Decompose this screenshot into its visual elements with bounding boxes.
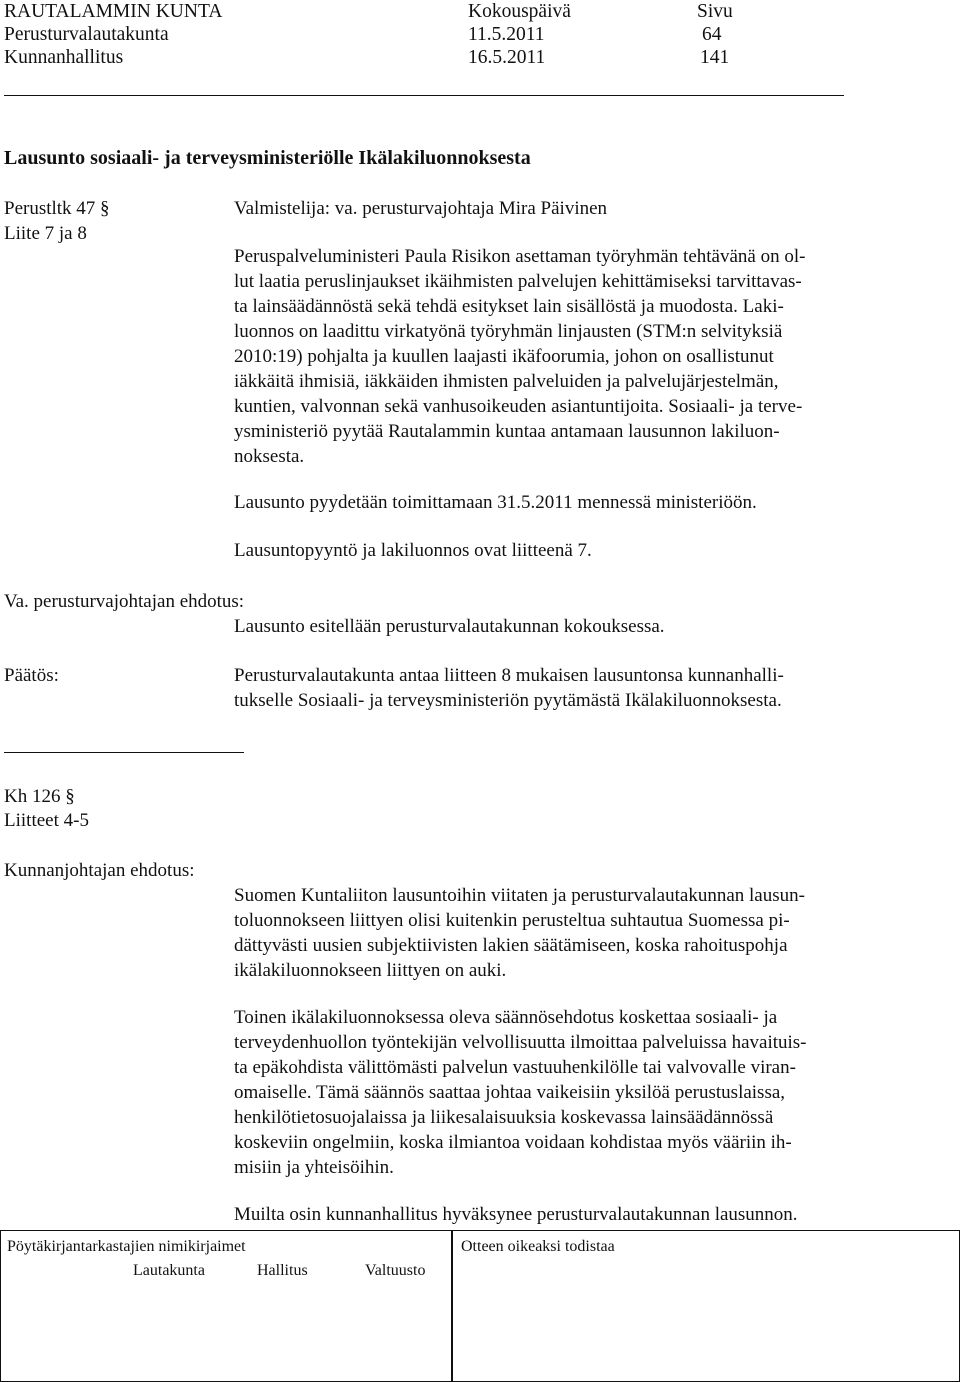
decision-label: Päätös: — [4, 665, 59, 686]
signatures-label: Pöytäkirjantarkastajien nimikirjaimet — [7, 1238, 246, 1255]
text-line: dättyvästi uusien subjektiivisten lakien säätämiseen, koska rahoituspohja — [234, 935, 788, 956]
header-date-1: 11.5.2011 — [468, 24, 545, 45]
text-line: tukselle Sosiaali- ja terveysministeriön pyytämästä Ikälakiluonnoksesta. — [234, 690, 782, 711]
text-line: Toinen ikälakiluonnoksessa oleva säännösehdotus koskettaa sosiaali- ja — [234, 1007, 778, 1028]
section2-attachments: Liitteet 4-5 — [4, 810, 89, 831]
text-line: iäkkäitä ihmisiä, iäkkäiden ihmisten palveluiden ja palvelujärjestelmän, — [234, 371, 779, 392]
certified-label: Otteen oikeaksi todistaa — [461, 1238, 615, 1255]
meeting-date-heading: Kokouspäivä — [468, 1, 571, 22]
proposal-text: Lausunto esitellään perusturvalautakunnan kokouksessa. — [234, 616, 665, 637]
text-line: henkilötietosuojalaissa ja liikesalaisuuksia koskevassa lainsäädännössä — [234, 1107, 774, 1128]
section2-paragraph-2 — [234, 1005, 946, 1180]
signature-column-government: Hallitus — [257, 1262, 308, 1279]
section1-paragraph-1 — [234, 244, 946, 469]
text-line: ysministeriö pyytää Rautalammin kuntaa antamaan lausunnon lakiluon- — [234, 421, 780, 442]
text-line: ta epäkohdista välittömästi palvelun vastuuhenkilölle tai valvovalle viran- — [234, 1057, 796, 1078]
proposal-label: Va. perusturvajohtajan ehdotus: — [4, 591, 245, 612]
section2-paragraph-1 — [234, 883, 946, 983]
header-page-1: 64 — [702, 24, 722, 45]
text-line: noksesta. — [234, 446, 305, 467]
text-line: lut laatia peruslinjaukset ikäihmisten palvelujen kehittämiseksi tarvittavas- — [234, 271, 802, 292]
text-line: terveydenhuollon työntekijän velvollisuutta ilmoittaa palveluissa havaituis- — [234, 1032, 807, 1053]
section-divider — [4, 752, 244, 753]
page-heading: Sivu — [697, 1, 733, 22]
mayor-proposal-label: Kunnanjohtajan ehdotus: — [4, 860, 195, 881]
certification-box — [452, 1230, 960, 1382]
header-body-1: Perusturvalautakunta — [4, 24, 169, 45]
header-page-2: 141 — [700, 47, 730, 68]
header-divider — [4, 95, 844, 96]
document-title: Lausunto sosiaali- ja terveysministeriölle Ikälakiluonnoksesta — [4, 147, 531, 169]
decision-text — [234, 663, 946, 713]
signatures-box — [0, 1230, 452, 1382]
text-line: Suomen Kuntaliiton lausuntoihin viitaten ja perusturvalautakunnan lausun- — [234, 885, 805, 906]
text-line: omaiselle. Tämä säännös saattaa johtaa vaikeisiin yksilöä perustuslaissa, — [234, 1082, 786, 1103]
section1-ref: Perustltk 47 § — [4, 198, 110, 219]
text-line: ikälakiluonnokseen liittyen on auki. — [234, 960, 507, 981]
text-line: Peruspalveluministeri Paula Risikon asettaman työryhmän tehtävänä on ol- — [234, 246, 806, 267]
text-line: toluonnokseen liittyen olisi kuitenkin perusteltua suhtautua Suomessa pi- — [234, 910, 790, 931]
text-line: ta lainsäädännöstä sekä tehdä esitykset lain sisällöstä ja muodosta. Laki- — [234, 296, 784, 317]
text-line: misiin ja yhteisöihin. — [234, 1157, 394, 1178]
section2-paragraph-3: Muilta osin kunnanhallitus hyväksynee perusturvalautakunnan lausunnon. — [234, 1204, 798, 1225]
section1-preparer: Valmistelija: va. perusturvajohtaja Mira Päivinen — [234, 198, 608, 219]
header-body-2: Kunnanhallitus — [4, 47, 124, 68]
text-line: kuntien, valvonnan sekä vanhusoikeuden asiantuntijoita. Sosiaali- ja terve- — [234, 396, 803, 417]
header-date-2: 16.5.2011 — [468, 47, 546, 68]
section1-paragraph-3: Lausuntopyyntö ja lakiluonnos ovat liitteenä 7. — [234, 540, 592, 561]
section1-attachment: Liite 7 ja 8 — [4, 223, 87, 244]
municipality-name: RAUTALAMMIN KUNTA — [4, 1, 223, 22]
signature-column-council: Valtuusto — [365, 1262, 426, 1279]
text-line: 2010:19) pohjalta ja kuullen laajasti ikäfoorumia, johon on osallistunut — [234, 346, 774, 367]
section2-ref: Kh 126 § — [4, 786, 75, 807]
section1-paragraph-2: Lausunto pyydetään toimittamaan 31.5.2011 mennessä ministeriöön. — [234, 492, 757, 513]
text-line: luonnos on laadittu virkatyönä työryhmän linjausten (STM:n selvityksiä — [234, 321, 783, 342]
signature-column-board: Lautakunta — [133, 1262, 205, 1279]
text-line: Perusturvalautakunta antaa liitteen 8 mukaisen lausuntonsa kunnanhalli- — [234, 665, 784, 686]
text-line: koskeviin ongelmiin, koska ilmiantoa voidaan kohdistaa myös vääriin ih- — [234, 1132, 792, 1153]
